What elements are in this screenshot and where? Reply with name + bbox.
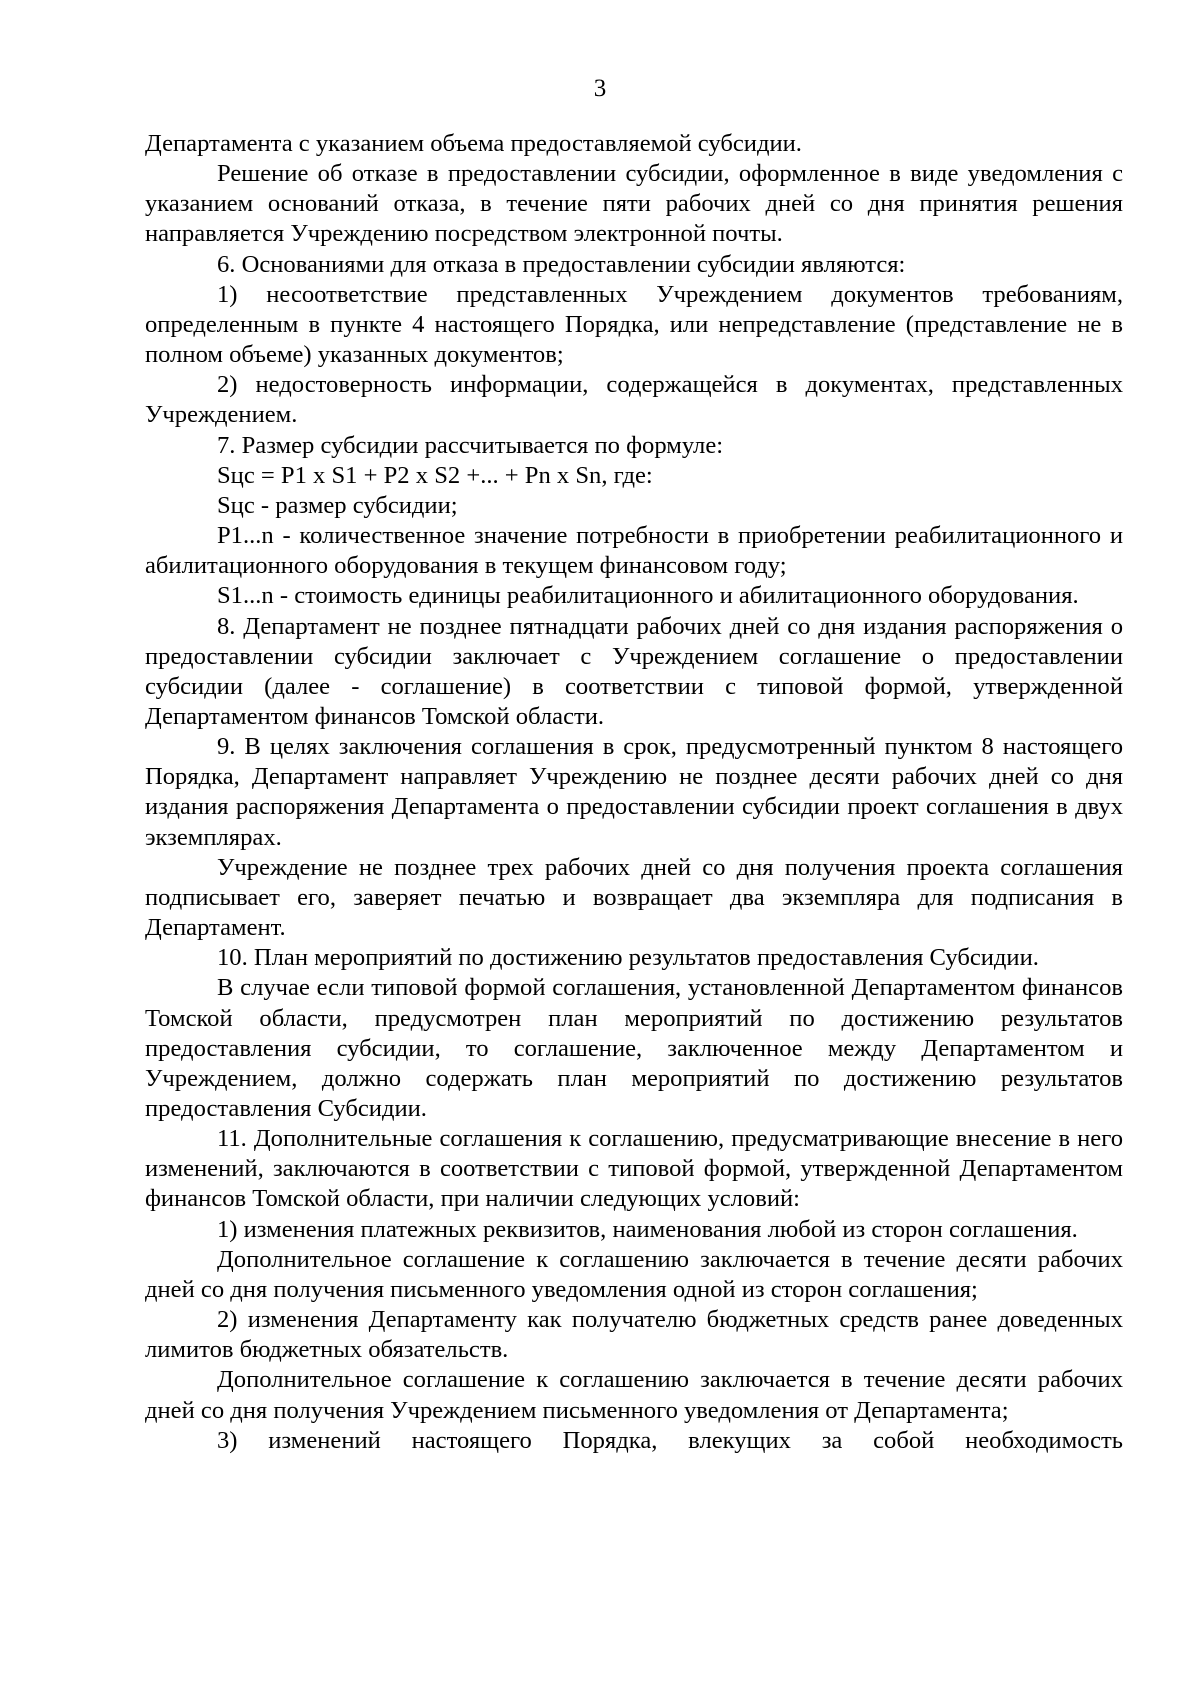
paragraph: 1) несоответствие представленных Учреждением документов требованиям, определенным в пункте 4 настоящего Порядка, или непредставление (представление не в полном объеме) указанных документов;	[145, 280, 1123, 369]
paragraph: P1...n - количественное значение потребности в приобретении реабилитационного и абилитационного оборудования в текущем финансовом году;	[145, 522, 1123, 580]
formula: Sцс = P1 x S1 + P2 x S2 +... + Pn x Sn, где:	[217, 461, 653, 489]
paragraph: Департамента с указанием объема предоставляемой субсидии.	[145, 130, 802, 157]
paragraph: Sцс - размер субсидии;	[217, 491, 458, 519]
paragraph: S1...n - стоимость единицы реабилитационного и абилитационного оборудования.	[217, 582, 1079, 610]
page-number: 3	[593, 75, 607, 102]
paragraph: Решение об отказе в предоставлении субсидии, оформленное в виде уведомления с указанием оснований отказа, в течение пяти рабочих дней со дня принятия решения направляется Учреждению посредством электронной почты.	[145, 160, 1123, 248]
paragraph: 9. В целях заключения соглашения в срок, предусмотренный пунктом 8 настоящего Порядка, Департамент направляет Учреждению не позднее десяти рабочих дней со дня издания распоряжения Департамента о предоставлении субсидии проект соглашения в двух экземплярах.	[145, 733, 1123, 851]
document-body	[145, 129, 1123, 1456]
paragraph: 2) недостоверность информации, содержащейся в документах, представленных Учреждением.	[145, 371, 1123, 429]
paragraph: Учреждение не позднее трех рабочих дней со дня получения проекта соглашения подписывает его, заверяет печатью и возвращает два экземпляра для подписания в Департамент.	[145, 853, 1123, 942]
paragraph: 3) изменений настоящего Порядка, влекущих за собой необходимость	[217, 1426, 1123, 1454]
paragraph: 1) изменения платежных реквизитов, наименования любой из сторон соглашения.	[217, 1215, 1078, 1243]
paragraph: 7. Размер субсидии рассчитывается по формуле:	[217, 431, 724, 459]
paragraph: В случае если типовой формой соглашения, установленной Департаментом финансов Томской области, предусмотрен план мероприятий по достижению результатов предоставления субсидии, то соглашение, заключенное между Департаментом и Учреждением, должно содержать план мероприятий по достижению результатов предоставления Субсидии.	[145, 974, 1123, 1122]
paragraph: 8. Департамент не позднее пятнадцати рабочих дней со дня издания распоряжения о предоставлении субсидии заключает с Учреждением соглашение о предоставлении субсидии (далее - соглашение) в соответствии с типовой формой, утвержденной Департаментом финансов Томской области.	[145, 612, 1123, 730]
paragraph: Дополнительное соглашение к соглашению заключается в течение десяти рабочих дней со дня получения письменного уведомления одной из сторон соглашения;	[145, 1245, 1123, 1303]
paragraph: 2) изменения Департаменту как получателю бюджетных средств ранее доведенных лимитов бюджетных обязательств.	[145, 1306, 1123, 1364]
paragraph: 11. Дополнительные соглашения к соглашению, предусматривающие внесение в него изменений, заключаются в соответствии с типовой формой, утвержденной Департаментом финансов Томской области, при наличии следующих условий:	[145, 1125, 1123, 1213]
paragraph: Дополнительное соглашение к соглашению заключается в течение десяти рабочих дней со дня получения Учреждением письменного уведомления от Департамента;	[145, 1366, 1123, 1424]
paragraph: 6. Основаниями для отказа в предоставлении субсидии являются:	[217, 250, 906, 278]
paragraph: 10. План мероприятий по достижению результатов предоставления Субсидии.	[217, 944, 1039, 972]
